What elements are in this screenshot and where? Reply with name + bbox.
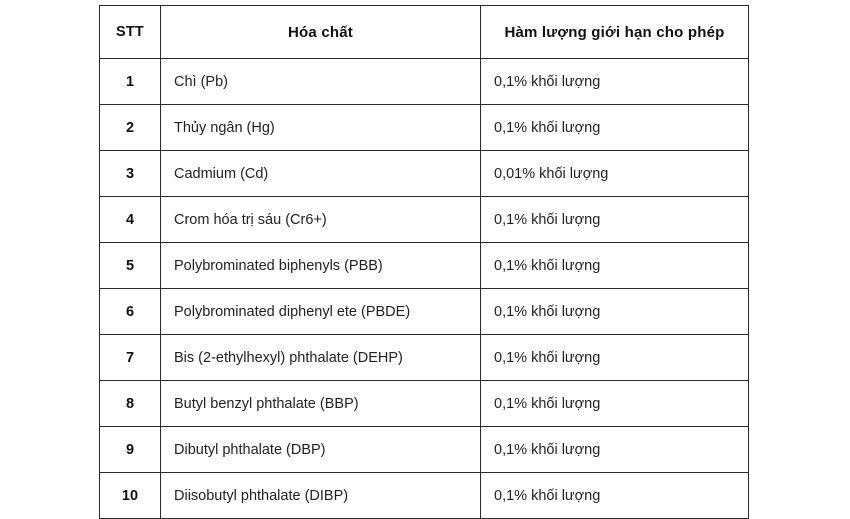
cell-chemical: Bis (2-ethylhexyl) phthalate (DEHP) [161, 335, 481, 381]
cell-stt: 9 [100, 427, 161, 473]
column-header-stt: STT [100, 6, 161, 59]
cell-limit: 0,1% khối lượng [481, 105, 749, 151]
cell-limit: 0,1% khối lượng [481, 243, 749, 289]
cell-stt: 5 [100, 243, 161, 289]
cell-chemical: Chì (Pb) [161, 59, 481, 105]
cell-chemical: Polybrominated diphenyl ete (PBDE) [161, 289, 481, 335]
table-row [100, 151, 749, 197]
cell-chemical: Diisobutyl phthalate (DIBP) [161, 473, 481, 519]
cell-chemical: Butyl benzyl phthalate (BBP) [161, 381, 481, 427]
cell-chemical: Cadmium (Cd) [161, 151, 481, 197]
cell-stt: 1 [100, 59, 161, 105]
table-row [100, 105, 749, 151]
table-row [100, 381, 749, 427]
cell-limit: 0,01% khối lượng [481, 151, 749, 197]
table-header [100, 6, 749, 59]
cell-chemical: Thủy ngân (Hg) [161, 105, 481, 151]
cell-limit: 0,1% khối lượng [481, 197, 749, 243]
column-header-chemical: Hóa chất [161, 6, 481, 59]
cell-chemical: Polybrominated biphenyls (PBB) [161, 243, 481, 289]
cell-stt: 10 [100, 473, 161, 519]
cell-stt: 2 [100, 105, 161, 151]
cell-limit: 0,1% khối lượng [481, 381, 749, 427]
table-body [100, 59, 749, 519]
cell-stt: 4 [100, 197, 161, 243]
cell-limit: 0,1% khối lượng [481, 427, 749, 473]
cell-limit: 0,1% khối lượng [481, 59, 749, 105]
table-row [100, 197, 749, 243]
cell-limit: 0,1% khối lượng [481, 473, 749, 519]
table-row [100, 289, 749, 335]
cell-stt: 6 [100, 289, 161, 335]
cell-limit: 0,1% khối lượng [481, 335, 749, 381]
table-row [100, 59, 749, 105]
chemical-limits-table-wrapper [99, 5, 748, 519]
table-row [100, 243, 749, 289]
column-header-limit: Hàm lượng giới hạn cho phép [481, 6, 749, 59]
table-row [100, 335, 749, 381]
cell-stt: 8 [100, 381, 161, 427]
table-row [100, 473, 749, 519]
cell-stt: 7 [100, 335, 161, 381]
chemical-limits-table [99, 5, 749, 519]
table-row [100, 427, 749, 473]
table-header-row [100, 6, 749, 59]
cell-stt: 3 [100, 151, 161, 197]
cell-limit: 0,1% khối lượng [481, 289, 749, 335]
cell-chemical: Dibutyl phthalate (DBP) [161, 427, 481, 473]
cell-chemical: Crom hóa trị sáu (Cr6+) [161, 197, 481, 243]
